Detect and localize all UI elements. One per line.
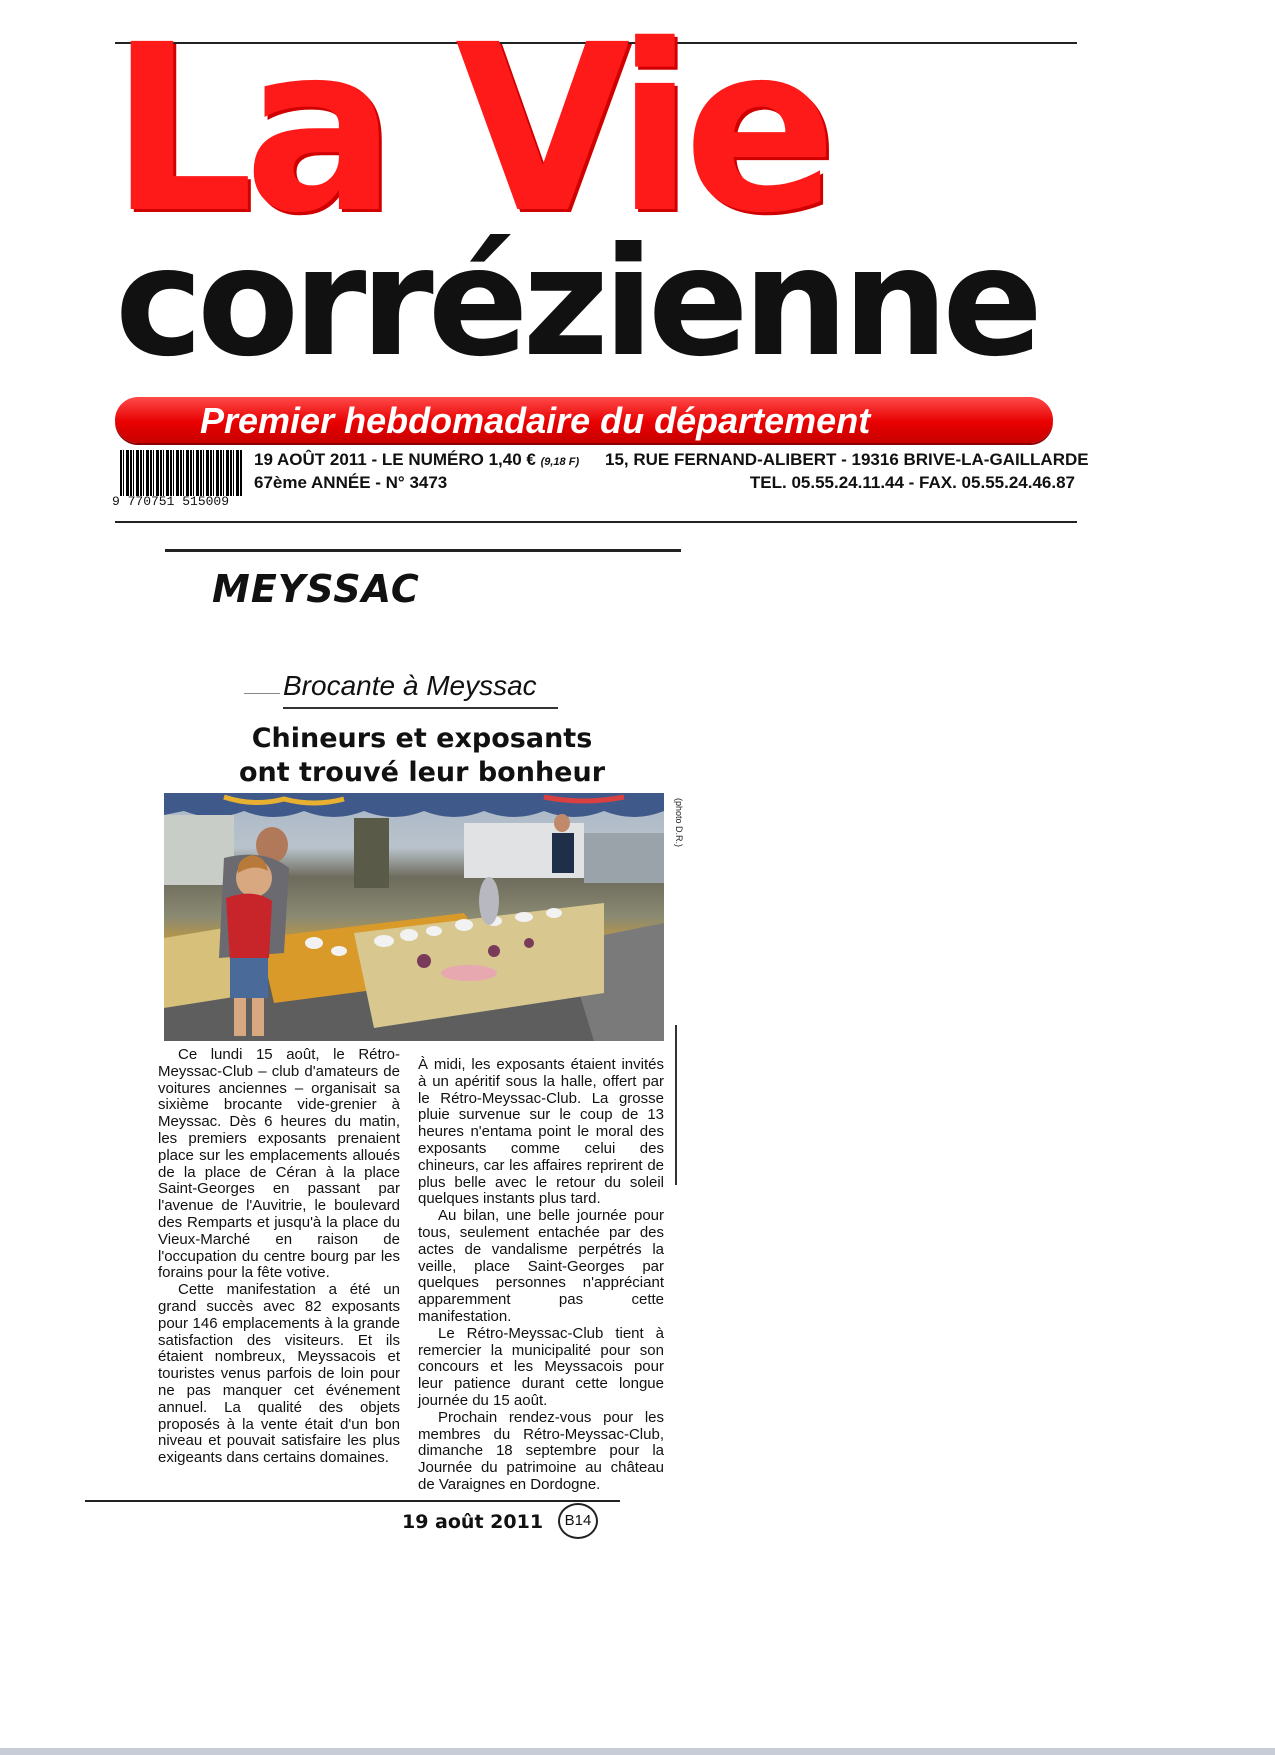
paragraph: Ce lundi 15 août, le Rétro-Meyssac-Club – club d'amateurs de voitures anciennes – organisait sa sixième brocante vide-grenier à Meyssac. Dès 6 heures du matin, les premiers exposants prenaient place sur les emplacements alloués de la place de Céran à la place Saint-Georges en passant par l'avenue de l'Auvitrie, le boulevard des Remparts et jusqu'à la place du Vieux-Marché en raison de l'occupation du centre bourg par les forains pour la fête votive.: [158, 1046, 400, 1282]
article-column-2: [418, 1057, 664, 1494]
kicker-dash: [244, 693, 280, 694]
issue-number: 67ème ANNÉE - N° 3473: [254, 473, 448, 492]
kicker-underline: [283, 707, 558, 709]
column-rule: [675, 1025, 677, 1185]
date-price-text: 19 AOÛT 2011 - LE NUMÉRO 1,40 €: [254, 450, 541, 469]
publisher-contact: TEL. 05.55.24.11.44 - FAX. 05.55.24.46.87: [749, 473, 1075, 492]
tagline-text: Premier hebdomadaire du département: [200, 400, 871, 441]
article-headline: [164, 722, 680, 792]
old-price-text: (9,18 F): [540, 456, 580, 468]
publisher-address: 15, RUE FERNAND-ALIBERT - 19316 BRIVE-LA-GAILLARDE: [605, 450, 1089, 469]
headline-line-1: Chineurs et exposants: [251, 723, 593, 754]
footer-rule: [85, 1500, 620, 1502]
masthead-bottom-rule: [115, 521, 1077, 523]
article-photo: [164, 793, 664, 1041]
footer-date: 19 août 2011: [402, 1511, 544, 1533]
paragraph: Le Rétro-Meyssac-Club tient à remercier la municipalité pour son concours et les Meyssacois pour leur patience durant cette longue journée du 15 août.: [418, 1324, 664, 1409]
paragraph: Au bilan, une belle journée pour tous, seulement entachée par des actes de vandalisme perpétrés la veille, place Saint-Georges par quelques personnes n'appréciant apparemment pas cette manifestation.: [418, 1207, 664, 1325]
paragraph: Cette manifestation a été un grand succès avec 82 exposants pour 146 emplacements à la grande satisfaction des visiteurs. Et ils étaient nombreux, Meyssacois et touristes venus parfois de loin pour ne pas manquer cet événement annuel. La qualité des objets proposés à la vente était d'un bon niveau et pouvait satisfaire les plus exigeants dans certains domaines.: [158, 1281, 400, 1467]
paragraph: Prochain rendez-vous pour les membres du Rétro-Meyssac-Club, dimanche 18 septembre pour la Journée du patrimoine au château de Varaignes en Dordogne.: [418, 1408, 664, 1493]
flea-market-photo-illustration: [164, 793, 664, 1041]
issue-date-price: [254, 449, 579, 473]
barcode-number: 9 770751 515009: [112, 494, 230, 509]
scan-edge: [0, 1748, 1275, 1755]
section-title: MEYSSAC: [212, 567, 420, 611]
section-rule: [165, 549, 681, 552]
headline-line-2: ont trouvé leur bonheur: [238, 757, 606, 788]
paragraph: À midi, les exposants étaient invités à un apéritif sous la halle, offert par le Rétro-Meyssac-Club. La grosse pluie survenue sur le coup de 13 heures n'entama point le moral des exposants comme celui des chineurs, car les affaires reprirent de plus belle avec le retour du soleil quelques instants plus tard.: [418, 1056, 664, 1208]
masthead-title-correzienne: corrézienne: [115, 216, 1038, 390]
article-kicker: Brocante à Meyssac: [283, 670, 537, 701]
masthead-title-la-vie: La Vie: [110, 0, 827, 265]
photo-credit: (photo D.R.): [674, 798, 684, 848]
page-badge: B14: [558, 1503, 598, 1539]
article-column-1: [158, 1047, 400, 1467]
barcode-image: [120, 450, 242, 496]
